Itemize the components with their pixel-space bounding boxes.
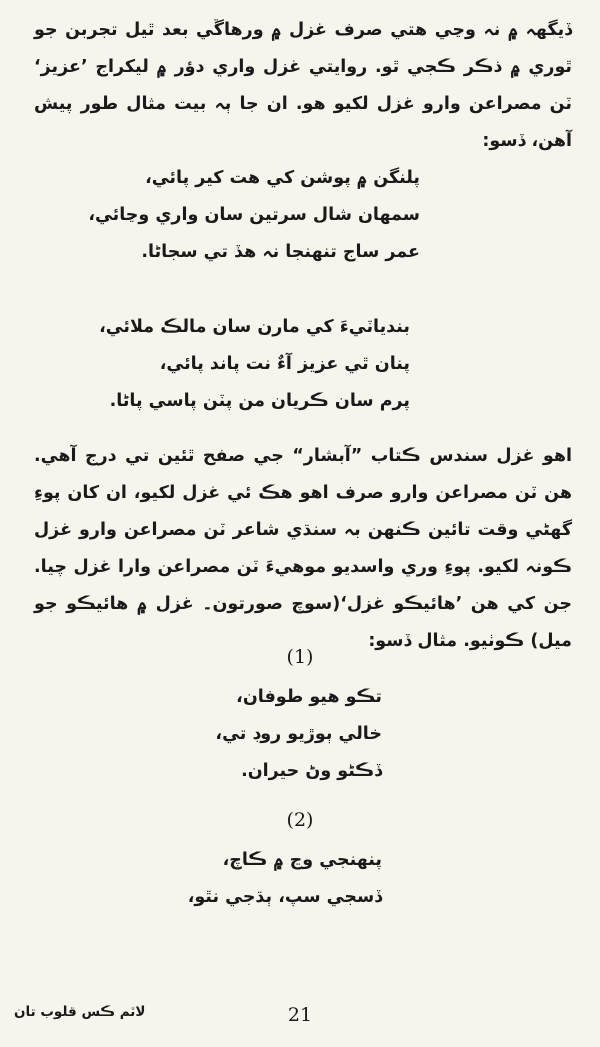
- paragraph-body: اھو غزل سندس ڪتاب ”آبشار“ جي صفح ٿئين تي درج آھي. ھن ٽن مصراعن وارو صرف اھو ھڪ ئي غزل لکيو، ان کان پوءِ گھڻي وقت تائين ڪنھن بہ سنڌي شاعر ٽن مصراعن وارو غزل ڪونہ لکيو. پوءِ وري واسديو موھيءَ ٽن مصراعن وارا غزل چيا. جن کي ھن ’ھائيڪو غزل‘(سوچ صورتون۔ غزل ۾ ھائيڪو جو ميل) ڪوٺيو. مثال ڏسو:: [34, 446, 572, 651]
- haiku-ghazal-1: [215, 679, 382, 790]
- verse-line: پنھنجي وڃ ۾ ڪاچ،: [222, 850, 382, 870]
- example-number-1: (1): [286, 646, 314, 668]
- verse-line: ڏسجي سپ، ٻڌجي نٿو،: [187, 887, 382, 907]
- running-footer-title: لاٽم ڪس قلوب تان: [14, 1004, 146, 1020]
- paragraph-intro: ڏيگھہ ۾ نہ وڃي ھتي صرف غزل ۾ ورھاڱي بعد ٿيل تجربن جو ٿوري ۾ ذڪر ڪجي ٿو. روايتي غزل واري دؤر ۾ ليکراج ’عزيز‘ ٽن مصراعن وارو غزل لکيو ھو. ان جا ٻہ بيت مثال طور پيش آھن، ڏسو:: [34, 20, 572, 151]
- verse-line: سمھان شال سرتين سان واري وڃائي،: [88, 205, 420, 225]
- verse-line: پنان ٿي عزيز آءٌ نت پاند پائي،: [159, 354, 410, 374]
- verse-line: ڏڪڻو وڻ حيران.: [241, 761, 382, 781]
- verse-line: تڪو ھيو طوفان،: [236, 687, 382, 707]
- page-number: 21: [287, 1004, 313, 1026]
- verse-example-1: [88, 160, 420, 271]
- verse-example-2: [99, 309, 410, 420]
- verse-line: خالي ٻوڙيو روڊ تي،: [215, 724, 382, 744]
- verse-line: پرم سان ڪريان من پٽن پاسي پاڻا.: [109, 391, 410, 411]
- verse-line: عمر ساج تنھنجا نہ ھڏ تي سجاڻا.: [141, 242, 420, 262]
- example-number-2: (2): [286, 809, 314, 831]
- verse-line: بندياٽيءَ کي مارن سان مالڪ ملائي،: [99, 317, 410, 337]
- verse-line: پلنگن ۾ پوشن کي ھت کير پائي،: [145, 168, 420, 188]
- haiku-ghazal-2: [188, 842, 382, 916]
